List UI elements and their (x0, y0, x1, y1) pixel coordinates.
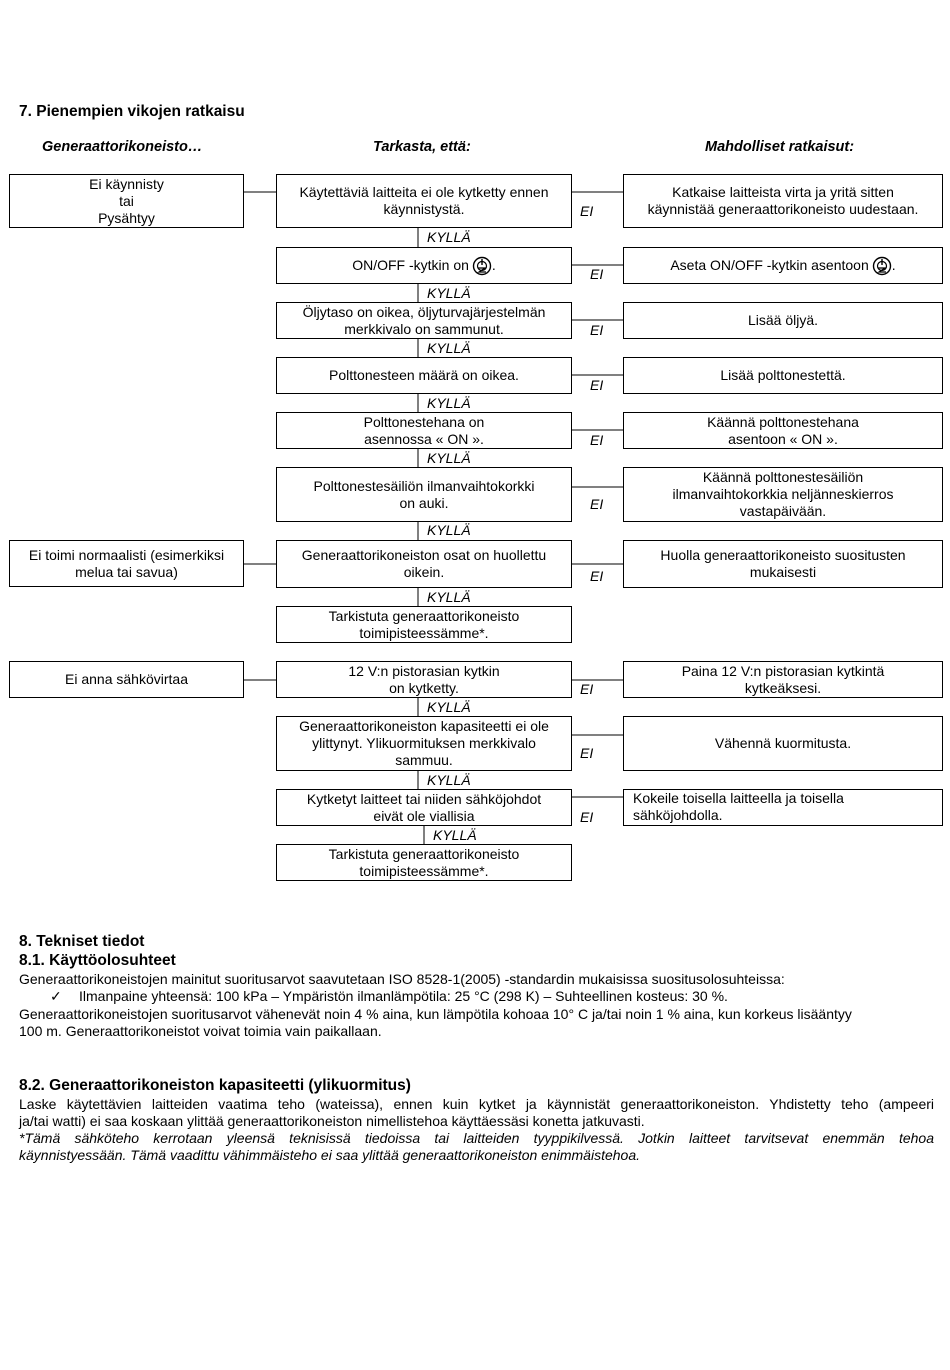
solution-press-12v (623, 661, 943, 698)
solution-line: Katkaise laitteista virta ja yritä sitten (672, 184, 894, 200)
check-line: eivät ole viallisia (373, 807, 475, 824)
check-fuel-tap (276, 412, 572, 449)
check-line: Generaattorikoneiston kapasiteetti ei ole (299, 718, 549, 734)
solution-restart (623, 174, 943, 228)
solution-line: käynnistää generaattorikoneisto uudestaan. (647, 201, 919, 217)
performance-text-line-1: Generaattorikoneistojen suoritusarvot vähenevät noin 4 % aina, kun lämpötila kohoaa 10° C ja/tai noin 1 % aina, kun korkeus lisääntyy (19, 1006, 852, 1022)
no-label: EI (590, 496, 604, 512)
section-8-1-title: 8.1. Käyttöolosuhteet (19, 952, 176, 969)
solution-maintain (623, 540, 943, 588)
no-label: EI (590, 377, 604, 393)
no-label: EI (590, 432, 604, 448)
check-line: on auki. (399, 494, 449, 511)
check-fuel-tank-vent (276, 467, 572, 522)
yes-label: KYLLÄ (427, 699, 471, 715)
check-line: Polttonestesäiliön ilmanvaihtokorkki (313, 477, 535, 494)
yes-label: KYLLÄ (427, 340, 471, 356)
no-label: EI (580, 809, 594, 825)
check-line: Generaattorikoneiston osat on huollettu (301, 547, 547, 563)
solution-add-fuel (623, 357, 943, 394)
solution-line: asentoon « ON ». (728, 430, 838, 447)
column-header-check: Tarkasta, että: (373, 139, 471, 155)
solution-line: Lisää öljyä. (747, 312, 819, 328)
solution-line: Vähennä kuormitusta. (714, 735, 852, 751)
check-line: asennossa « ON ». (364, 430, 484, 447)
symptom-line: Ei käynnisty (89, 175, 164, 192)
symptom-line: Ei toimi normaalisti (esimerkiksi (28, 546, 225, 563)
solution-line: Käännä polttonestehana (707, 413, 859, 430)
conditions-bullet: Ilmanpaine yhteensä: 100 kPa – Ympäristön ilmanlämpötila: 25 °C (298 K) – Suhteellinen kosteus: 30 %. (79, 988, 728, 1004)
yes-label: KYLLÄ (427, 772, 471, 788)
solution-reduce-load (623, 716, 943, 771)
solution-turn-fuel-tap (623, 412, 943, 449)
symptom-line: Pysähtyy (98, 209, 155, 226)
check-line: toimipisteessämme*. (359, 862, 489, 879)
column-header-generator: Generaattorikoneisto… (42, 139, 203, 155)
check-line: oikein. (403, 564, 445, 580)
check-line: ylittynyt. Ylikuormituksen merkkivalo (312, 735, 536, 751)
symptom-does-not-start (9, 174, 244, 228)
check-devices-cables (276, 789, 572, 826)
check-line-end: . (491, 257, 496, 273)
capacity-text-line-1: Laske käytettävien laitteiden vaatima teho (wateissa), ennen kuin kytket ja käynnistät generaattorikoneiston. Yhdistetty teho (ampeeri (19, 1096, 934, 1112)
check-on-off-switch (276, 247, 572, 284)
check-line: ON/OFF -kytkin on (352, 257, 469, 273)
yes-label: KYLLÄ (427, 229, 471, 245)
operating-conditions-text: Generaattorikoneistojen mainitut suoritusarvot saavutetaan ISO 8528-1(2005) -standardin mukaisissa suositusolosuhteissa: (19, 971, 785, 987)
yes-label: KYLLÄ (427, 450, 471, 466)
check-line: käynnistystä. (383, 201, 465, 217)
check-mark-icon: ✓ (50, 988, 62, 1004)
check-line: sammuu. (395, 752, 453, 768)
check-fuel-amount (276, 357, 572, 394)
solution-line: Huolla generaattorikoneisto suositusten (660, 547, 906, 563)
yes-label: KYLLÄ (427, 395, 471, 411)
solution-line: kytkeäksesi. (744, 679, 822, 696)
solution-line-end: . (891, 257, 896, 273)
no-label: EI (590, 568, 604, 584)
check-line: Käytettäviä laitteita ei ole kytketty ennen (299, 184, 549, 200)
solution-line: Aseta ON/OFF -kytkin asentoon (670, 257, 869, 273)
check-service-center-2 (276, 844, 572, 881)
symptom-line: Ei anna sähkövirtaa (65, 671, 188, 687)
check-line: Kytketyt laitteet tai niiden sähköjohdot (306, 790, 542, 807)
symptom-not-working-normally (9, 540, 244, 587)
symptom-line: tai (119, 192, 134, 209)
check-line: on kytketty. (389, 679, 459, 696)
solution-line: Käännä polttonestesäiliön (702, 469, 864, 485)
on-switch-icon (872, 256, 892, 276)
footnote-line-2: käynnistyessään. Tämä vaadittu vähimmäisteho ei saa ylittää generaattorikoneiston enimmäistehoa. (19, 1147, 640, 1163)
check-line: Tarkistuta generaattorikoneisto (328, 607, 520, 624)
no-label: EI (590, 322, 604, 338)
check-capacity (276, 716, 572, 771)
no-label: EI (580, 203, 594, 219)
no-label: EI (580, 745, 594, 761)
yes-label: KYLLÄ (427, 589, 471, 605)
check-line: Öljytaso on oikea, öljyturvajärjestelmän (302, 303, 546, 320)
section-8-title: 8. Tekniset tiedot (19, 933, 145, 950)
check-line: Polttonestehana on (363, 413, 485, 430)
column-header-solutions: Mahdolliset ratkaisut: (705, 139, 855, 155)
check-line: 12 V:n pistorasian kytkin (348, 662, 500, 679)
check-no-devices-connected (276, 174, 572, 228)
solution-line: Paina 12 V:n pistorasian kytkintä (681, 662, 885, 679)
check-maintenance (276, 540, 572, 588)
symptom-no-power (9, 661, 244, 698)
solution-line: ilmanvaihtokorkkia neljänneskierros (672, 486, 894, 502)
performance-text-line-2: 100 m. Generaattorikoneistot voivat toimia vain paikallaan. (19, 1023, 382, 1039)
yes-label: KYLLÄ (433, 827, 477, 843)
check-oil-level (276, 302, 572, 339)
check-line: Polttonesteen määrä on oikea. (329, 367, 519, 383)
solution-line: Lisää polttonestettä. (720, 367, 846, 383)
yes-label: KYLLÄ (427, 285, 471, 301)
check-line: toimipisteessämme*. (359, 624, 489, 641)
solution-line: vastapäivään. (739, 503, 827, 519)
check-line: merkkivalo on sammunut. (344, 320, 504, 337)
on-switch-icon (472, 256, 492, 276)
footnote-line-1: *Tämä sähköteho kerrotaan yleensä teknisissä tiedoissa tai laitteiden tyyppikilvessä. Jotkin laitteet tarvitsevat enemmän tehoa (19, 1130, 934, 1146)
symptom-line: melua tai savua) (75, 563, 178, 580)
section-8-2-title: 8.2. Generaattorikoneiston kapasiteetti (ylikuormitus) (19, 1077, 411, 1094)
capacity-text-line-2: ja/tai watti) ei saa koskaan ylittää generaattorikoneiston nimellistehoa käyttäessäsi konetta jatkuvasti. (19, 1113, 645, 1129)
solution-add-oil (623, 302, 943, 339)
solution-set-switch (623, 247, 943, 284)
check-12v-switch (276, 661, 572, 698)
check-line: Tarkistuta generaattorikoneisto (328, 845, 520, 862)
check-service-center-1 (276, 606, 572, 643)
section-7-title: 7. Pienempien vikojen ratkaisu (19, 103, 245, 120)
no-label: EI (580, 681, 594, 697)
solution-line: mukaisesti (749, 564, 817, 580)
yes-label: KYLLÄ (427, 522, 471, 538)
no-label: EI (590, 266, 604, 282)
solution-line: Kokeile toisella laitteella ja toisella (633, 790, 844, 806)
solution-try-other-device (623, 789, 943, 826)
solution-line: sähköjohdolla. (633, 807, 723, 823)
solution-turn-vent-cap (623, 467, 943, 522)
